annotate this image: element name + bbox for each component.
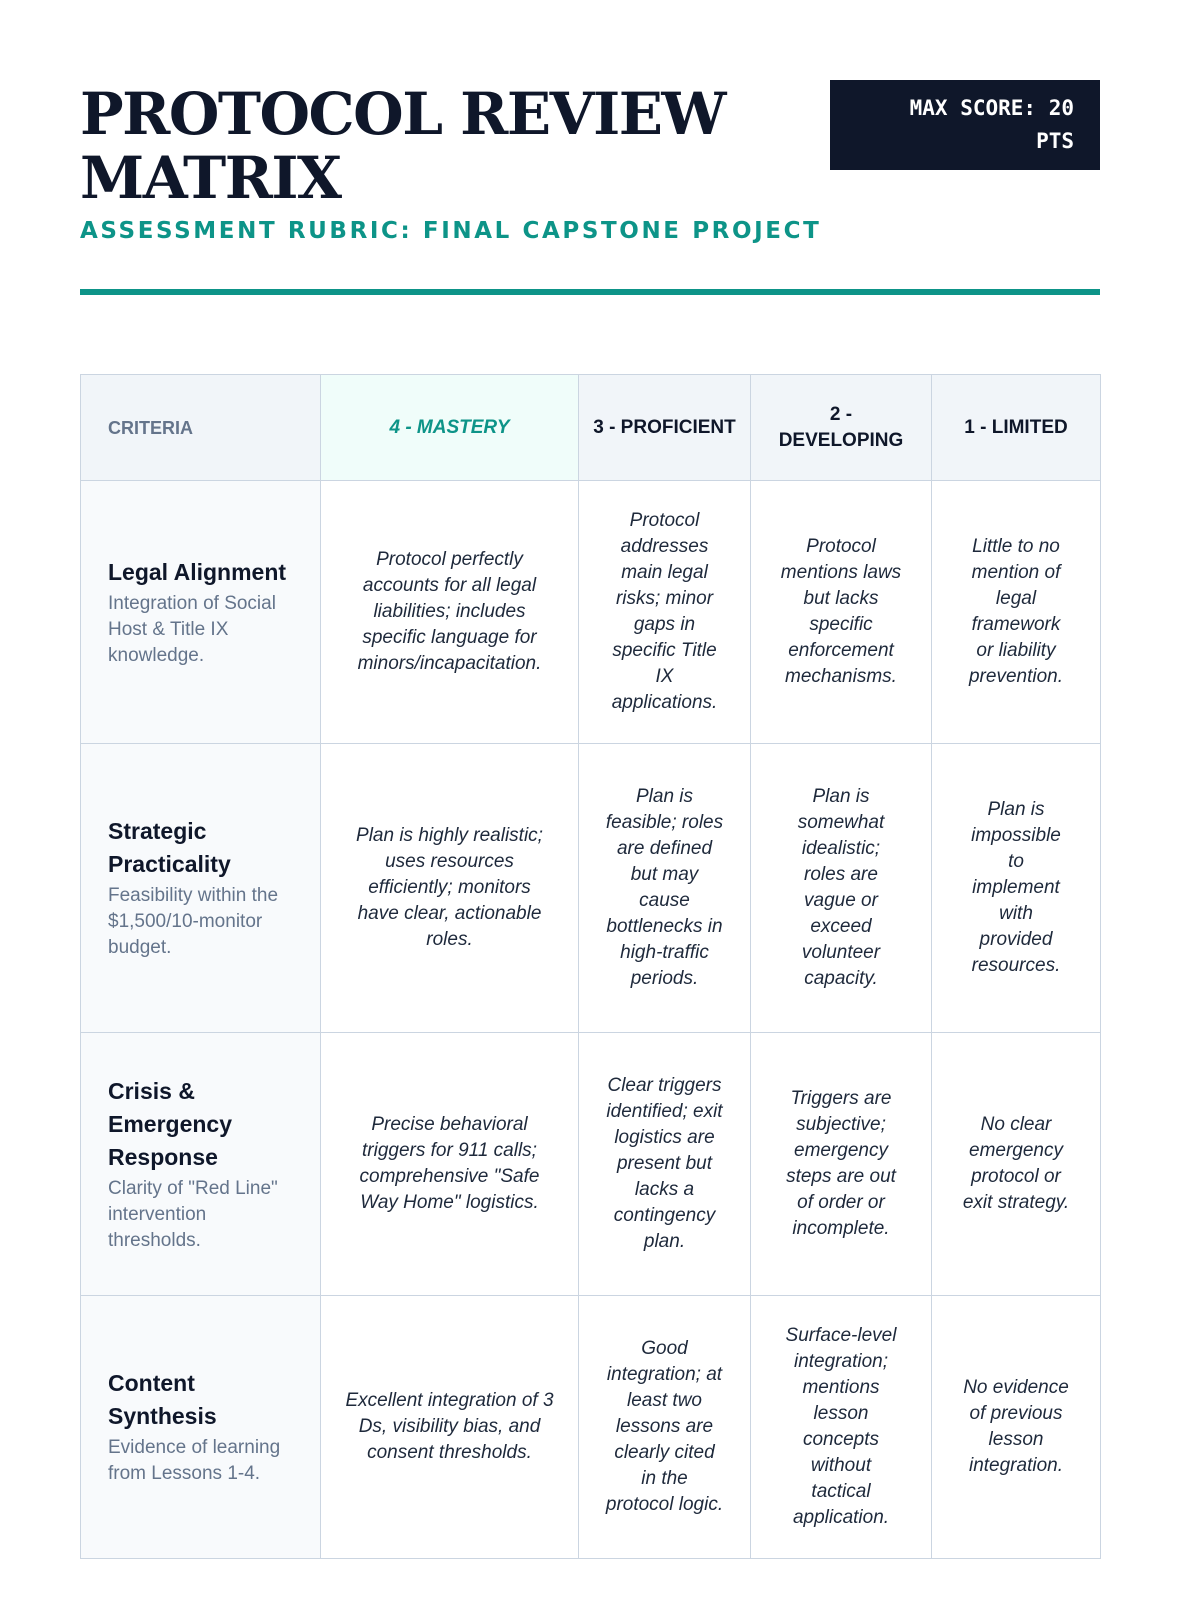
limited-cell: No evidence of previous lesson integration. [932,1296,1101,1559]
header [80,0,1100,300]
table-row [81,744,1101,1033]
page-subtitle: ASSESSMENT RUBRIC: FINAL CAPSTONE PROJECT [80,218,822,244]
developing-cell: Triggers are subjective; emergency steps are out of order or incomplete. [751,1033,932,1296]
limited-cell: Plan is impossible to implement with provided resources. [932,744,1101,1033]
table-row [81,1296,1101,1559]
proficient-cell: Plan is feasible; roles are defined but may cause bottlenecks in high-traffic periods. [579,744,751,1033]
rubric-table [80,374,1101,1559]
criteria-cell [81,1033,321,1296]
column-header-proficient: 3 - PROFICIENT [579,375,751,481]
table-row [81,1033,1101,1296]
page-title: PROTOCOL REVIEW MATRIX [80,80,726,212]
criteria-description: Integration of Social Host & Title IX knowledge. [108,592,276,666]
table-row [81,481,1101,744]
header-divider [80,289,1100,295]
developing-cell: Surface-level integration; mentions lesson concepts without tactical application. [751,1296,932,1559]
criteria-cell [81,481,321,744]
column-header-developing: 2 - DEVELOPING [751,375,932,481]
developing-cell: Protocol mentions laws but lacks specific enforcement mechanisms. [751,481,932,744]
criteria-description: Evidence of learning from Lessons 1-4. [108,1437,281,1484]
criteria-cell [81,744,321,1033]
criteria-name: Strategic Practicality [108,818,231,877]
developing-cell: Plan is somewhat idealistic; roles are vague or exceed volunteer capacity. [751,744,932,1033]
limited-cell: No clear emergency protocol or exit strategy. [932,1033,1101,1296]
proficient-cell: Clear triggers identified; exit logistics are present but lacks a contingency plan. [579,1033,751,1296]
criteria-cell [81,1296,321,1559]
limited-cell: Little to no mention of legal framework or liability prevention. [932,481,1101,744]
mastery-cell: Plan is highly realistic; uses resources efficiently; monitors have clear, actionable roles. [321,744,579,1033]
criteria-name: Legal Alignment [108,558,287,585]
criteria-name: Content Synthesis [108,1370,217,1429]
max-score-badge: MAX SCORE: 20 PTS [830,80,1100,170]
criteria-description: Feasibility within the $1,500/10-monitor budget. [108,885,279,958]
criteria-name: Crisis & Emergency Response [108,1077,233,1170]
table-header-row [81,375,1101,481]
criteria-description: Clarity of "Red Line" intervention thresholds. [108,1177,278,1251]
column-header-limited: 1 - LIMITED [932,375,1101,481]
rubric-page [80,0,1100,1528]
mastery-cell: Protocol perfectly accounts for all legal liabilities; includes specific language for minors/incapacitation. [321,481,579,744]
proficient-cell: Good integration; at least two lessons are clearly cited in the protocol logic. [579,1296,751,1559]
column-header-mastery: 4 - MASTERY [321,375,579,481]
column-header-criteria: CRITERIA [81,375,321,481]
mastery-cell: Precise behavioral triggers for 911 calls; comprehensive "Safe Way Home" logistics. [321,1033,579,1296]
mastery-cell: Excellent integration of 3 Ds, visibility bias, and consent thresholds. [321,1296,579,1559]
proficient-cell: Protocol addresses main legal risks; minor gaps in specific Title IX applications. [579,481,751,744]
